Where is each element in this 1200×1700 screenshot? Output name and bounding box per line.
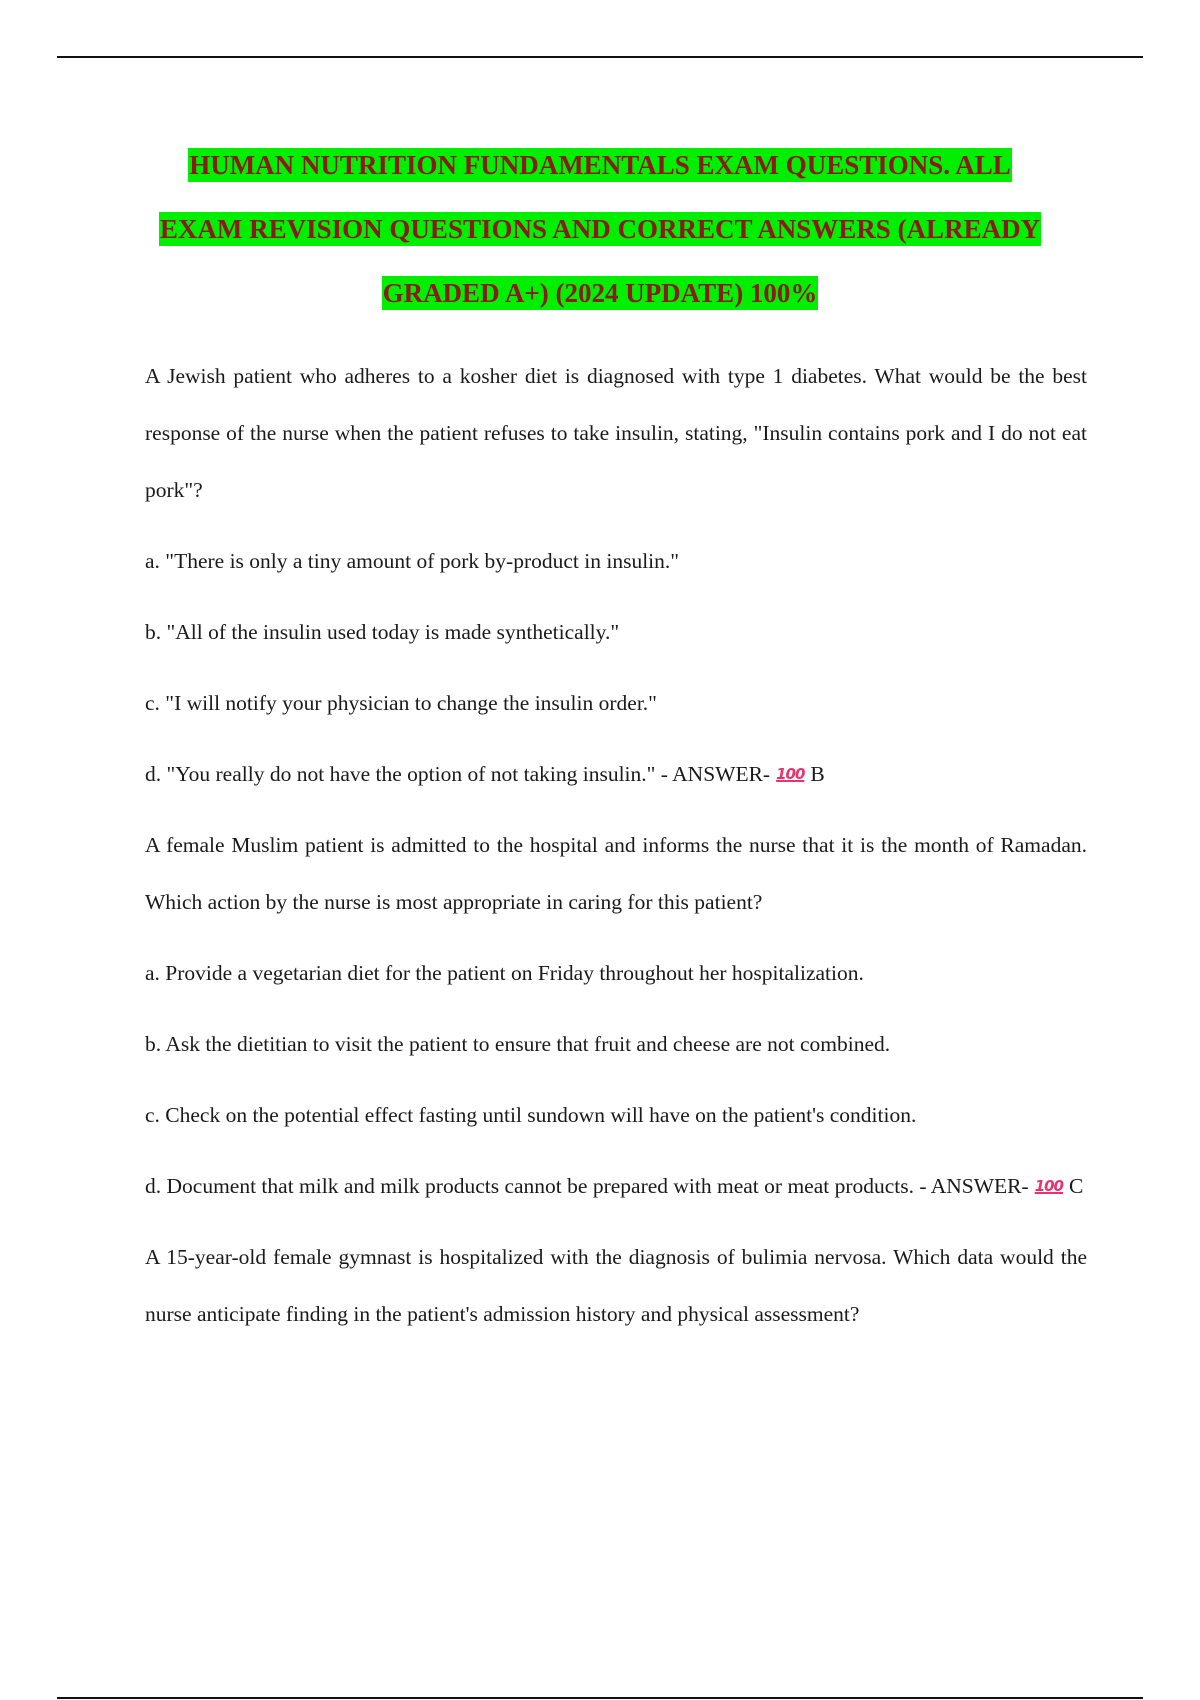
top-rule	[57, 56, 1143, 58]
title-line-2: EXAM REVISION QUESTIONS AND CORRECT ANSWERS (ALREADY	[159, 214, 1041, 244]
question-2-option-d: d. Document that milk and milk products cannot be prepared with meat or meat products. - ANSWER- 100 C	[145, 1158, 1087, 1215]
question-1-option-c: c. "I will notify your physician to change the insulin order."	[145, 691, 657, 715]
question-1-answer: B	[810, 762, 825, 786]
question-1-option-a: a. "There is only a tiny amount of pork by-product in insulin."	[145, 549, 680, 573]
document-title	[100, 133, 1100, 325]
question-1-option-d: d. "You really do not have the option of not taking insulin." - ANSWER- 100 B	[145, 746, 1087, 803]
question-2-option-a: a. Provide a vegetarian diet for the patient on Friday throughout her hospitalization.	[145, 961, 864, 985]
hundred-points-icon: 100	[1034, 1177, 1063, 1195]
question-1-option-b: b. "All of the insulin used today is made synthetically."	[145, 620, 620, 644]
title-line-1: HUMAN NUTRITION FUNDAMENTALS EXAM QUESTIONS. ALL	[189, 150, 1011, 180]
question-2-option-c: c. Check on the potential effect fasting until sundown will have on the patient's condition.	[145, 1103, 917, 1127]
question-2-answer: C	[1069, 1174, 1084, 1198]
question-2-option-b: b. Ask the dietitian to visit the patient to ensure that fruit and cheese are not combined.	[145, 1032, 891, 1056]
question-2-text: A female Muslim patient is admitted to the hospital and informs the nurse that it is the month of Ramadan. Which action by the nurse is most appropriate in caring for this patient?	[145, 833, 1087, 914]
title-line-3: GRADED A+) (2024 UPDATE) 100%	[382, 278, 818, 308]
question-list	[145, 348, 1087, 1357]
bottom-rule	[57, 1697, 1143, 1699]
hundred-points-icon: 100	[776, 765, 805, 783]
question-3-text: A 15-year-old female gymnast is hospitalized with the diagnosis of bulimia nervosa. Which data would the nurse anticipate finding in the patient's admission history and physical assessment?	[145, 1245, 1087, 1326]
question-1-text: A Jewish patient who adheres to a kosher diet is diagnosed with type 1 diabetes. What would be the best response of the nurse when the patient refuses to take insulin, stating, "Insulin contains pork and I do not eat pork"?	[145, 364, 1087, 502]
